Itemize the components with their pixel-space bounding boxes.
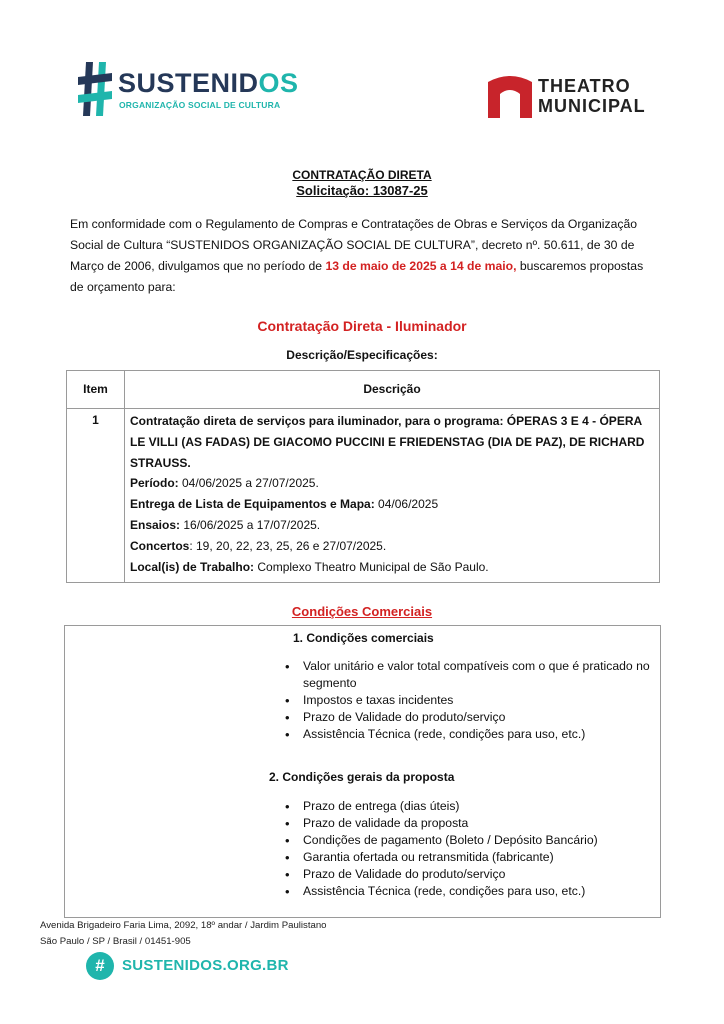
table-header-description: Descrição	[363, 382, 421, 396]
conditions-list-2	[285, 798, 657, 900]
list-item: • Condições de pagamento (Boleto / Depósito Bancário)	[285, 832, 657, 849]
rehearsals-line: Ensaios: 16/06/2025 a 17/07/2025.	[130, 517, 321, 532]
item-table	[66, 370, 660, 583]
commercial-conditions-box	[64, 625, 661, 918]
list-item: • Assistência Técnica (rede, condições para uso, etc.)	[285, 883, 657, 900]
location-line: Local(is) de Trabalho: Complexo Theatro Municipal de São Paulo.	[130, 559, 489, 574]
theatro-arch-icon	[488, 74, 532, 118]
list-item: • Assistência Técnica (rede, condições para uso, etc.)	[285, 726, 657, 743]
theatro-municipal-logo	[488, 72, 658, 118]
list-item: • Prazo de validade da proposta	[285, 815, 657, 832]
hash-logo-icon	[78, 62, 112, 116]
footer-website-link[interactable]	[86, 950, 289, 984]
service-title: Contratação direta de serviços para iluminador, para o programa: ÓPERAS 3 E 4 - ÓPERA LE VILLI (AS FADAS) DE GIACOMO PUCCINI E FRIEDENSTAG (DIA DE PAZ), DE RICHARD STRAUSS.	[130, 414, 645, 470]
table-column-divider	[124, 371, 125, 582]
list-item: • Garantia ofertada ou retransmitida (fabricante)	[285, 849, 657, 866]
sustenidos-logo	[78, 62, 299, 118]
period-line: Período: 04/06/2025 a 27/07/2025.	[130, 476, 319, 491]
intro-paragraph: Em conformidade com o Regulamento de Compras e Contratações de Obras e Serviços da Organização Social de Cultura “SUSTENIDOS ORGANIZAÇÃO SOCIAL DE CULTURA”, decreto nº. 50.611, de 30 de Março de 2006, divulgamos que no período de 13 de maio de 2025 a 14 de maio, buscaremos propostas de orçamento para:	[70, 217, 644, 294]
list-item: • Valor unitário e valor total compatíveis com o que é praticado no segmento	[285, 658, 657, 692]
list-item: • Prazo de entrega (dias úteis)	[285, 798, 657, 815]
equipment-line: Entrega de Lista de Equipamentos e Mapa: 04/06/2025	[130, 497, 439, 512]
hash-circle-icon: #	[86, 952, 114, 980]
table-row-divider	[67, 408, 659, 409]
list-item: • Impostos e taxas incidentes	[285, 692, 657, 709]
period-highlight: 13 de maio de 2025 a 14 de maio,	[325, 259, 517, 273]
footer-address: Avenida Brigadeiro Faria Lima, 2092, 18º andar / Jardim Paulistano São Paulo / SP / Brasil / 01451-905	[40, 920, 327, 947]
table-cell-item-number: 1	[92, 413, 99, 427]
website-url[interactable]: SUSTENIDOS.ORG.BR	[122, 957, 289, 974]
theatro-wordmark: THEATRO MUNICIPAL	[538, 76, 646, 116]
table-header-item: Item	[83, 382, 108, 396]
sustenidos-tagline: ORGANIZAÇÃO SOCIAL DE CULTURA	[119, 100, 281, 110]
description-label: Descrição/Especificações:	[286, 348, 438, 362]
list-item: • Prazo de Validade do produto/serviço	[285, 866, 657, 883]
table-cell-description	[130, 411, 656, 577]
sustenidos-wordmark: SUSTENIDOS	[118, 68, 299, 98]
conditions-list-1	[285, 658, 657, 743]
request-number: Solicitação: 13087-25	[296, 183, 428, 198]
list-item: • Prazo de Validade do produto/serviço	[285, 709, 657, 726]
concerts-line: Concertos: 19, 20, 22, 23, 25, 26 e 27/07/2025.	[130, 538, 387, 553]
document-title: CONTRATAÇÃO DIRETA	[292, 168, 432, 182]
conditions-section-2-title: 2. Condições gerais da proposta	[269, 770, 455, 784]
conditions-section-1-title: 1. Condições comerciais	[293, 631, 434, 645]
section-title: Contratação Direta - Iluminador	[257, 318, 467, 334]
commercial-conditions-title: Condições Comerciais	[291, 604, 433, 619]
